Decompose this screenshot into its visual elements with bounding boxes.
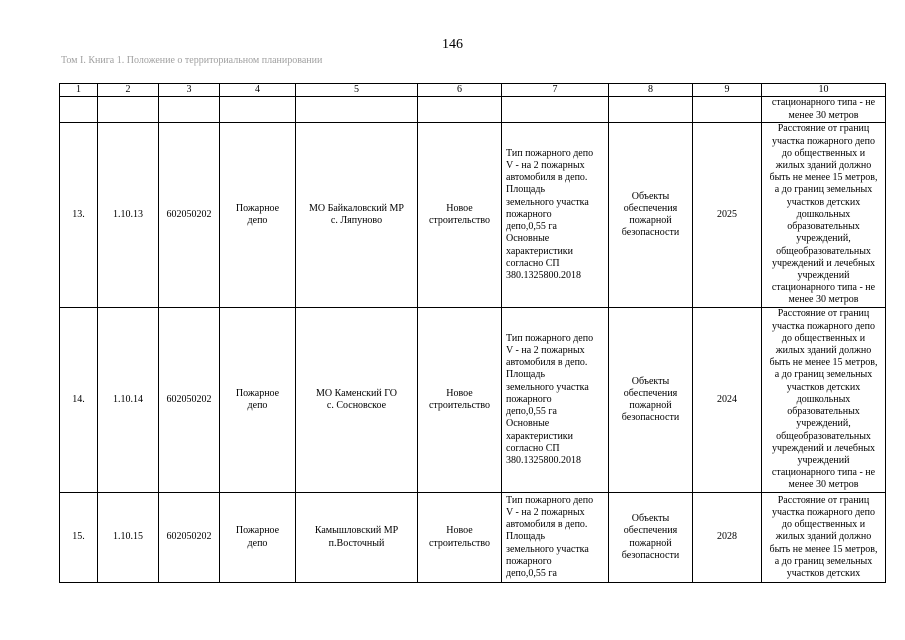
object-year: 2028 — [693, 493, 762, 583]
object-year: 2025 — [693, 123, 762, 308]
object-purpose: Объекты обеспечения пожарной безопасности — [609, 308, 693, 493]
object-id: 602050202 — [159, 308, 220, 493]
column-header: 10 — [762, 84, 886, 97]
column-header: 9 — [693, 84, 762, 97]
object-characteristics: Тип пожарного депо V - на 2 пожарных автомобиля в депо. Площадь земельного участка пожарного депо,0,55 га — [502, 493, 609, 583]
object-characteristics: Тип пожарного депо V - на 2 пожарных автомобиля в депо. Площадь земельного участка пожарного депо,0,55 га Основные характеристики согласно СП 380.1325800.2018 — [502, 123, 609, 308]
zone-cell: Расстояние от границ участка пожарного депо до общественных и жилых зданий должно быть не менее 15 метров, а до границ земельных участков детских дошкольных образовательных учреждений, общеобразовательных учреждений и лечебных учреждений стационарного типа - не менее 30 метров — [762, 123, 886, 308]
page-number: 146 — [442, 37, 463, 52]
row-number: 13. — [60, 123, 98, 308]
object-type: Пожарное депо — [220, 493, 296, 583]
zone-cell: Расстояние от границ участка пожарного депо до общественных и жилых зданий должно быть не менее 15 метров, а до границ земельных участков детских дошкольных образовательных учреждений, общеобразовательных учреждений и лечебных учреждений стационарного типа - не менее 30 метров — [762, 308, 886, 493]
continuation-row — [60, 97, 886, 123]
object-purpose: Объекты обеспечения пожарной безопасности — [609, 123, 693, 308]
header-row — [60, 84, 886, 97]
zone-cell: Расстояние от границ участка пожарного депо до общественных и жилых зданий должно быть не менее 15 метров, а до границ земельных участков детских — [762, 493, 886, 583]
column-header: 3 — [159, 84, 220, 97]
zone-cell: стационарного типа - не менее 30 метров — [762, 97, 886, 123]
data-table — [59, 83, 886, 583]
column-header: 2 — [98, 84, 159, 97]
object-id: 602050202 — [159, 493, 220, 583]
object-characteristics: Тип пожарного депо V - на 2 пожарных автомобиля в депо. Площадь земельного участка пожарного депо,0,55 га Основные характеристики согласно СП 380.1325800.2018 — [502, 308, 609, 493]
object-location: МО Байкаловский МР с. Ляпуново — [296, 123, 418, 308]
object-status: Новое строительство — [418, 123, 502, 308]
object-type: Пожарное депо — [220, 308, 296, 493]
object-location: МО Каменский ГО с. Сосновское — [296, 308, 418, 493]
table-row — [60, 123, 886, 308]
object-location: Камышловский МР п.Восточный — [296, 493, 418, 583]
table-row — [60, 308, 886, 493]
object-year: 2024 — [693, 308, 762, 493]
table-row — [60, 493, 886, 583]
row-number: 15. — [60, 493, 98, 583]
running-header: Том I. Книга 1. Положение о территориальном планировании — [61, 55, 323, 66]
object-code: 1.10.13 — [98, 123, 159, 308]
row-number: 14. — [60, 308, 98, 493]
object-status: Новое строительство — [418, 493, 502, 583]
column-header: 5 — [296, 84, 418, 97]
object-code: 1.10.14 — [98, 308, 159, 493]
column-header: 1 — [60, 84, 98, 97]
object-id: 602050202 — [159, 123, 220, 308]
object-status: Новое строительство — [418, 308, 502, 493]
column-header: 7 — [502, 84, 609, 97]
column-header: 6 — [418, 84, 502, 97]
column-header: 8 — [609, 84, 693, 97]
object-code: 1.10.15 — [98, 493, 159, 583]
object-purpose: Объекты обеспечения пожарной безопасности — [609, 493, 693, 583]
column-header: 4 — [220, 84, 296, 97]
object-type: Пожарное депо — [220, 123, 296, 308]
